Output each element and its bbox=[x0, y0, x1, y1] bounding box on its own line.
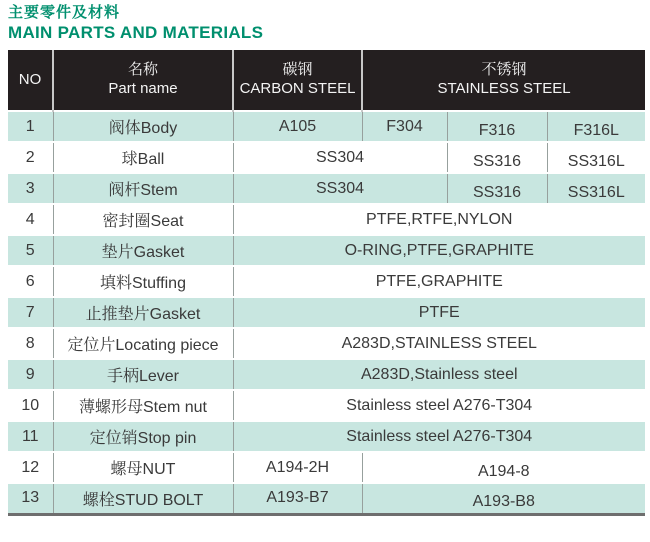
parts-materials-table bbox=[8, 50, 645, 516]
part-name-cell: 垫片Gasket bbox=[53, 235, 233, 266]
row-no: 11 bbox=[8, 421, 53, 452]
material-cell-ss304: SS304 bbox=[233, 173, 447, 204]
row-no: 12 bbox=[8, 452, 53, 483]
part-name-label-en: Part name bbox=[108, 80, 178, 97]
material-value: SS316 bbox=[472, 152, 522, 170]
table-row-thrust-gasket bbox=[8, 297, 645, 328]
table-row-lever bbox=[8, 359, 645, 390]
carbon-steel-label-zh: 碳钢 bbox=[282, 61, 313, 79]
material-cell-ss316l bbox=[547, 142, 645, 173]
row-no: 3 bbox=[8, 173, 53, 204]
part-name-cell: 薄螺形母Stem nut bbox=[53, 390, 233, 421]
table-row-ball bbox=[8, 142, 645, 173]
material-cell-ss316 bbox=[447, 173, 547, 204]
stainless-steel-label-zh: 不锈钢 bbox=[481, 61, 527, 79]
row-no: 1 bbox=[8, 111, 53, 142]
material-value: F316L bbox=[573, 121, 619, 139]
col-header-carbon-steel bbox=[233, 50, 362, 111]
table-row-stem bbox=[8, 173, 645, 204]
no-label: NO bbox=[18, 70, 42, 88]
row-no: 13 bbox=[8, 483, 53, 514]
material-cell-f316l bbox=[547, 111, 645, 142]
part-name-cell: 密封圈Seat bbox=[53, 204, 233, 235]
table-row-stud-bolt bbox=[8, 483, 645, 514]
col-header-part-name bbox=[53, 50, 233, 111]
table-row-body bbox=[8, 111, 645, 142]
material-cell-carbon: A194-2H bbox=[233, 452, 362, 483]
row-no: 2 bbox=[8, 142, 53, 173]
table-row-locating-piece bbox=[8, 328, 645, 359]
material-cell-full-span: A283D,Stainless steel bbox=[233, 359, 645, 390]
material-cell-full-span: PTFE,RTFE,NYLON bbox=[233, 204, 645, 235]
row-no: 7 bbox=[8, 297, 53, 328]
table-row-stem-nut bbox=[8, 390, 645, 421]
part-name-cell: 螺母NUT bbox=[53, 452, 233, 483]
material-cell-full-span: A283D,STAINLESS STEEL bbox=[233, 328, 645, 359]
part-name-cell: 阀体Body bbox=[53, 111, 233, 142]
col-header-no bbox=[8, 50, 53, 111]
part-name-cell: 止推垫片Gasket bbox=[53, 297, 233, 328]
part-name-cell: 定位片Locating piece bbox=[53, 328, 233, 359]
material-value: SS316L bbox=[567, 152, 625, 170]
table-row-seat bbox=[8, 204, 645, 235]
col-header-stainless-steel bbox=[362, 50, 645, 111]
material-value: A193-B8 bbox=[472, 493, 535, 511]
material-value: SS316L bbox=[567, 183, 625, 201]
part-name-cell: 球Ball bbox=[53, 142, 233, 173]
material-value: F316 bbox=[478, 121, 516, 139]
part-name-cell: 螺栓STUD BOLT bbox=[53, 483, 233, 514]
part-name-cell: 阀杆Stem bbox=[53, 173, 233, 204]
table-row-stop-pin bbox=[8, 421, 645, 452]
material-cell-ss316 bbox=[447, 142, 547, 173]
material-cell-f304: F304 bbox=[362, 111, 447, 142]
material-cell-ss316l bbox=[547, 173, 645, 204]
material-cell-full-span: PTFE bbox=[233, 297, 645, 328]
title-block bbox=[8, 4, 263, 43]
material-cell-full-span: Stainless steel A276-T304 bbox=[233, 390, 645, 421]
table-row-stuffing bbox=[8, 266, 645, 297]
row-no: 9 bbox=[8, 359, 53, 390]
row-no: 6 bbox=[8, 266, 53, 297]
row-no: 10 bbox=[8, 390, 53, 421]
row-no: 4 bbox=[8, 204, 53, 235]
material-cell-full-span: Stainless steel A276-T304 bbox=[233, 421, 645, 452]
part-name-cell: 定位销Stop pin bbox=[53, 421, 233, 452]
carbon-steel-label-en: CARBON STEEL bbox=[239, 80, 356, 97]
material-cell-carbon: A193-B7 bbox=[233, 483, 362, 514]
table-row-nut bbox=[8, 452, 645, 483]
stainless-steel-label-en: STAINLESS STEEL bbox=[437, 80, 571, 97]
material-value: A194-8 bbox=[477, 462, 530, 480]
material-cell-ss304: SS304 bbox=[233, 142, 447, 173]
material-cell-full-span: PTFE,GRAPHITE bbox=[233, 266, 645, 297]
material-cell-carbon: A105 bbox=[233, 111, 362, 142]
table-row-gasket bbox=[8, 235, 645, 266]
part-name-cell: 填料Stuffing bbox=[53, 266, 233, 297]
material-cell-stainless-span bbox=[362, 483, 645, 514]
page-title-english: MAIN PARTS AND MATERIALS bbox=[8, 22, 264, 42]
page-title-chinese: 主要零件及材料 bbox=[8, 4, 121, 21]
header-row bbox=[8, 50, 645, 111]
row-no: 8 bbox=[8, 328, 53, 359]
material-cell-stainless-span bbox=[362, 452, 645, 483]
part-name-cell: 手柄Lever bbox=[53, 359, 233, 390]
material-value: SS316 bbox=[472, 183, 522, 201]
row-no: 5 bbox=[8, 235, 53, 266]
part-name-label-zh: 名称 bbox=[127, 61, 158, 79]
material-cell-full-span: O-RING,PTFE,GRAPHITE bbox=[233, 235, 645, 266]
material-cell-f316 bbox=[447, 111, 547, 142]
